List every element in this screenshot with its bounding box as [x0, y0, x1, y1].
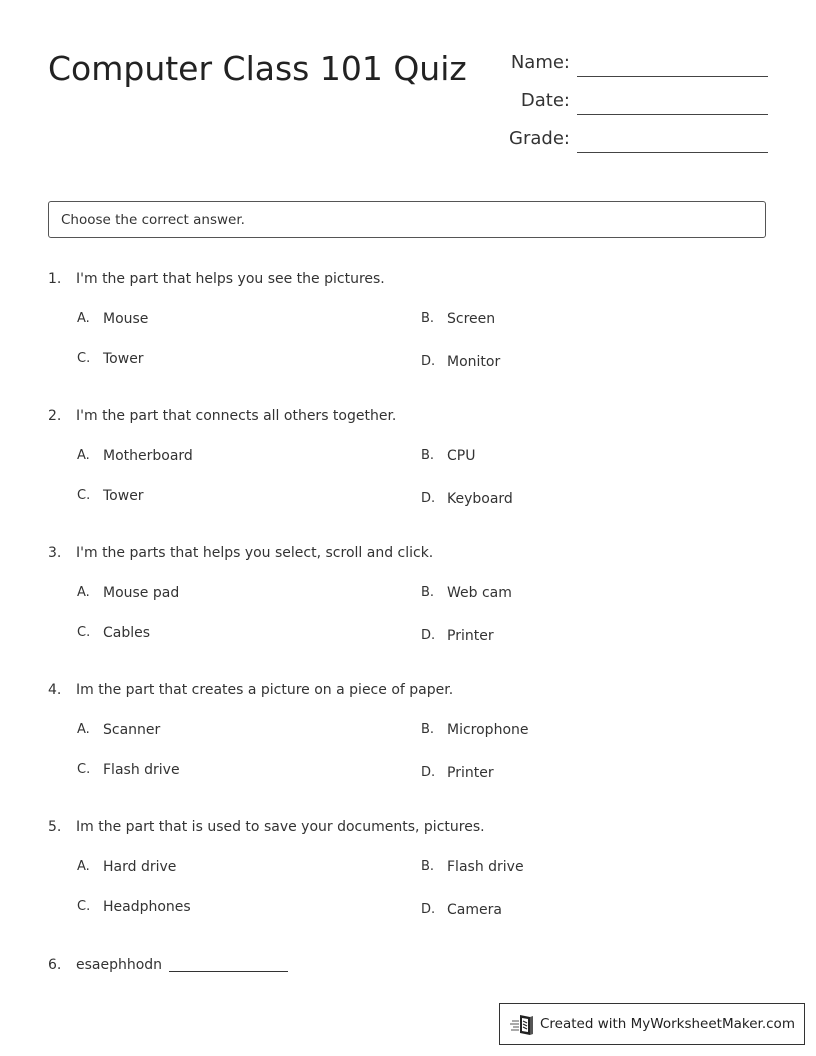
option-text: Motherboard: [103, 448, 193, 464]
scrambled-word: esaephhodn: [76, 957, 163, 973]
option-letter: D.: [421, 902, 436, 917]
option-text: Flash drive: [447, 859, 524, 875]
question-number: 1.: [48, 271, 62, 287]
option-text: Cables: [103, 625, 151, 641]
option-letter: C.: [77, 625, 91, 640]
page-title: Computer Class 101 Quiz: [48, 49, 467, 88]
option-text: Hard drive: [103, 859, 177, 875]
name-input-line[interactable]: [577, 76, 768, 77]
date-field[interactable]: [480, 88, 770, 118]
option-text: Mouse pad: [103, 585, 180, 601]
option-text: Printer: [447, 765, 494, 781]
name-label: Name:: [510, 52, 570, 73]
option-letter: D.: [421, 354, 436, 369]
option-text: Scanner: [103, 722, 161, 738]
option-text: Camera: [447, 902, 502, 918]
date-input-line[interactable]: [577, 114, 768, 115]
option-text: Microphone: [447, 722, 529, 738]
option-text: Headphones: [103, 899, 191, 915]
grade-input-line[interactable]: [577, 152, 768, 153]
question-number: 6.: [48, 957, 62, 973]
option-text: Monitor: [447, 354, 501, 370]
option-letter: C.: [77, 488, 91, 503]
instructions-box: Choose the correct answer.: [48, 201, 766, 238]
option-text: Tower: [103, 351, 144, 367]
option-text: CPU: [447, 448, 476, 464]
option-letter: C.: [77, 762, 91, 777]
option-text: Mouse: [103, 311, 149, 327]
option-text: Printer: [447, 628, 494, 644]
option-letter: B.: [421, 585, 435, 600]
option-letter: C.: [77, 899, 91, 914]
worksheet-maker-logo-icon: [510, 1014, 536, 1036]
question-text: Im the part that creates a picture on a piece of paper.: [76, 682, 454, 698]
option-letter: B.: [421, 448, 435, 463]
question-text: I'm the parts that helps you select, scroll and click.: [76, 545, 434, 561]
option-letter: D.: [421, 491, 436, 506]
option-text: Screen: [447, 311, 496, 327]
answer-blank[interactable]: [169, 971, 288, 972]
option-letter: A.: [77, 722, 90, 737]
option-letter: A.: [77, 448, 90, 463]
question-number: 5.: [48, 819, 62, 835]
footer-badge[interactable]: [499, 1003, 805, 1045]
option-text: Web cam: [447, 585, 512, 601]
option-letter: C.: [77, 351, 91, 366]
option-text: Keyboard: [447, 491, 513, 507]
option-letter: B.: [421, 859, 435, 874]
question-text: Im the part that is used to save your documents, pictures.: [76, 819, 485, 835]
question-number: 3.: [48, 545, 62, 561]
option-letter: D.: [421, 628, 436, 643]
option-letter: D.: [421, 765, 436, 780]
question-number: 4.: [48, 682, 62, 698]
question-number: 2.: [48, 408, 62, 424]
option-letter: A.: [77, 311, 90, 326]
option-letter: B.: [421, 722, 435, 737]
option-text: Tower: [103, 488, 144, 504]
option-letter: A.: [77, 859, 90, 874]
option-letter: A.: [77, 585, 90, 600]
question-text: I'm the part that connects all others together.: [76, 408, 397, 424]
grade-field[interactable]: [480, 126, 770, 156]
date-label: Date:: [520, 90, 570, 111]
name-field[interactable]: [480, 50, 770, 80]
grade-label: Grade:: [509, 128, 570, 149]
option-text: Flash drive: [103, 762, 180, 778]
option-letter: B.: [421, 311, 435, 326]
question-text: I'm the part that helps you see the pictures.: [76, 271, 385, 287]
footer-credit-text[interactable]: Created with MyWorksheetMaker.com: [540, 1016, 795, 1032]
